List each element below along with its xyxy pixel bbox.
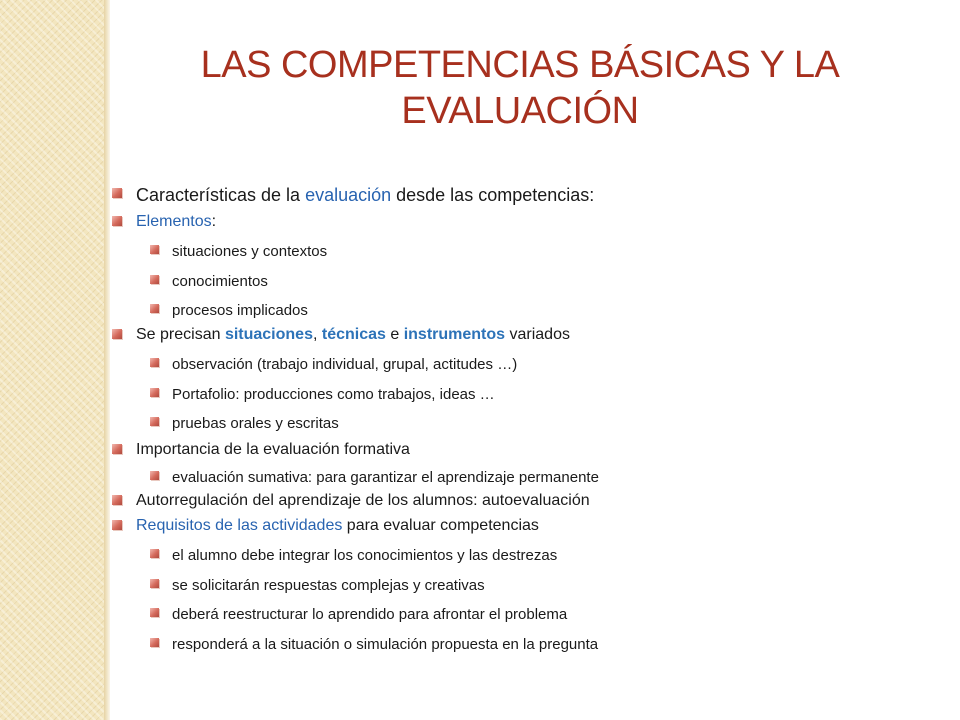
list-item-text: Requisitos de las actividades para evaluar competencias [136,517,539,534]
bullet-icon [150,638,159,647]
bullet-icon [112,520,122,530]
bullet-icon [150,579,159,588]
list-item-text: procesos implicados [172,302,308,319]
bullet-icon [112,188,122,198]
bullet-icon [112,444,122,454]
bullet-icon [150,275,159,284]
bullet-icon [150,549,159,558]
list-item-text: pruebas orales y escritas [172,415,339,432]
bullet-icon [150,358,159,367]
list-item-text: observación (trabajo individual, grupal, actitudes …) [172,356,518,373]
bullet-icon [112,329,122,339]
bullet-icon [150,245,159,254]
bullet-icon [150,304,159,313]
list-item-text: el alumno debe integrar los conocimientos y las destrezas [172,547,558,564]
bullet-icon [150,388,159,397]
slide-title: LAS COMPETENCIAS BÁSICAS Y LA EVALUACIÓN [200,44,840,132]
list-item-text: Portafolio: producciones como trabajos, ideas … [172,386,495,403]
list-item-text: Autorregulación del aprendizaje de los alumnos: autoevaluación [136,492,590,509]
bullet-icon [112,216,122,226]
list-item-text: conocimientos [172,273,268,290]
list-item-text: deberá reestructurar lo aprendido para afrontar el problema [172,606,568,623]
list-item-text: situaciones y contextos [172,243,328,260]
bullet-icon [112,495,122,505]
list-item-text: Importancia de la evaluación formativa [136,441,410,458]
bullet-icon [150,471,159,480]
bullet-icon [150,608,159,617]
bullet-icon [150,417,159,426]
list-item-text: Características de la evaluación desde las competencias: [136,185,595,205]
list-item-text: Se precisan situaciones, técnicas e instrumentos variados [136,326,570,343]
list-item-text: responderá a la situación o simulación propuesta en la pregunta [172,636,599,653]
list-item-text: evaluación sumativa: para garantizar el aprendizaje permanente [172,469,599,486]
list-item-text: se solicitarán respuestas complejas y creativas [172,577,485,594]
list-item-text: Elementos: [136,213,217,230]
